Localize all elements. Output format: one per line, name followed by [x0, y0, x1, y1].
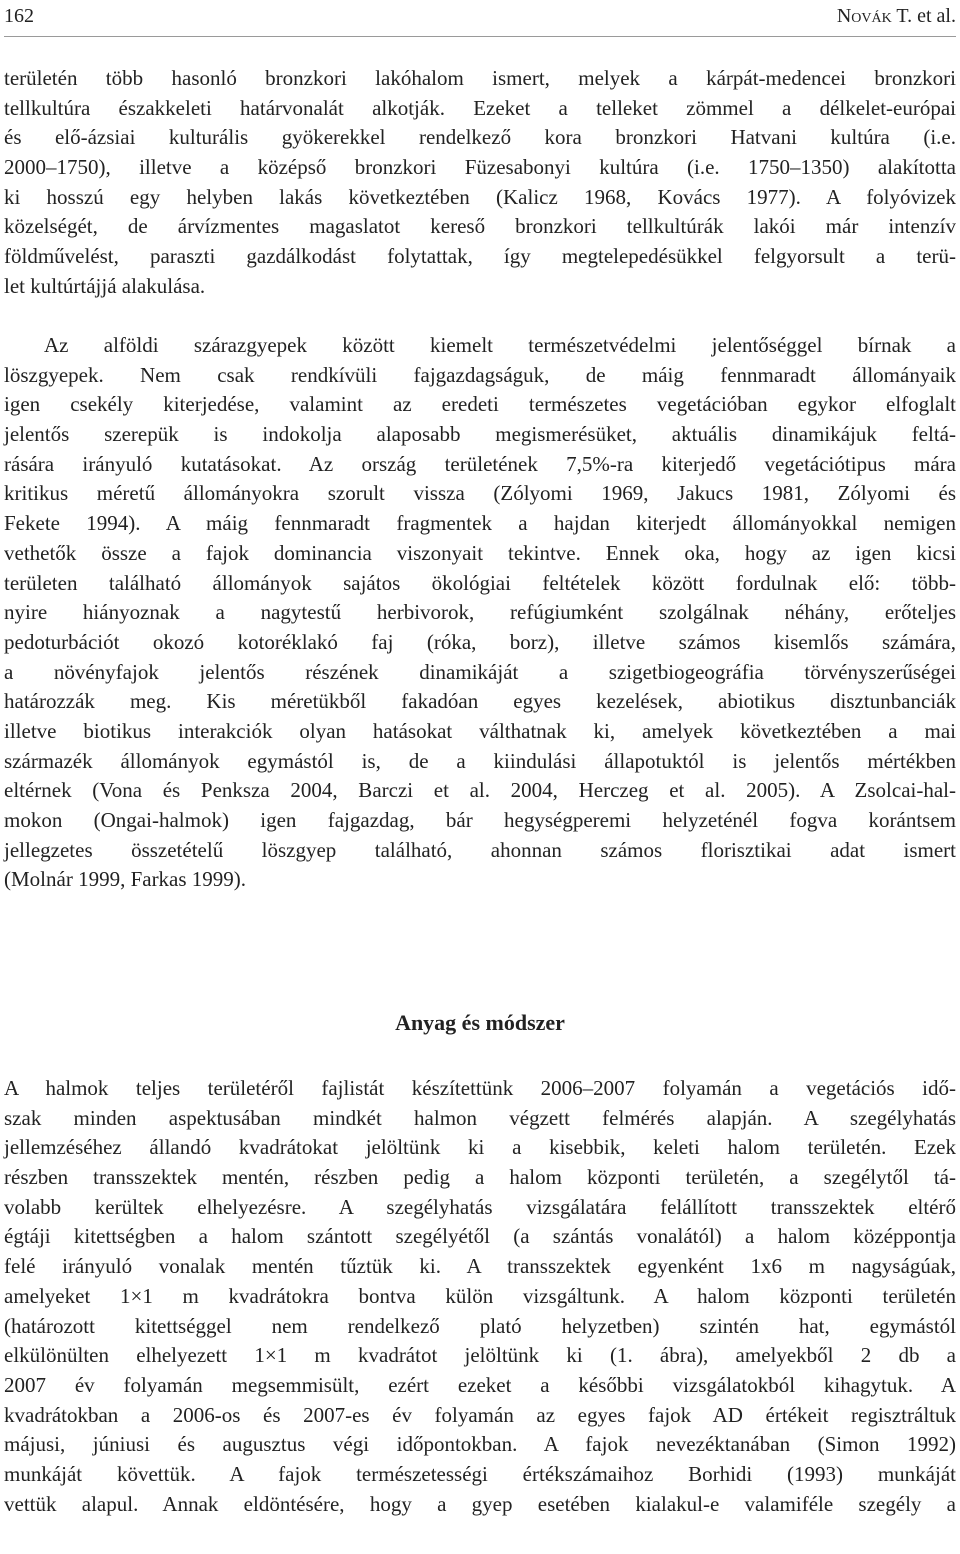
text-line: nyire hiányoznak a nagytestű herbivorok, refúgiumként szolgálnak néhány, erőteljes [4, 600, 956, 625]
text-line: pedoturbációt okozó kotoréklakó faj (róka, borz), illetve számos kisemlős számára, [4, 629, 956, 654]
text-line: és elő-ázsiai kulturális gyökerekkel rendelkező kora bronzkori Hatvani kultúra (i.e. [4, 125, 956, 150]
text-line: területen található állományok sajátos ökológiai feltételek között fordulnak elő: több- [4, 570, 956, 595]
running-header [4, 0, 956, 37]
text-line: jellegzetes összetételű löszgyep található, ahonnan számos florisztikai adat ismert [4, 837, 956, 862]
section-heading: Anyag és módszer [395, 1010, 565, 1035]
text-line: földművelést, paraszti gazdálkodást folytattak, így megtelepedésükkel felgyorsult a terü- [4, 244, 956, 269]
text-line: munkáját követtük. A fajok természetességi értékszámaihoz Borhidi (1993) munkáját [4, 1461, 956, 1486]
text-line: 2007 év folyamán megsemmisült, ezért ezeket a későbbi vizsgálatokból kihagytuk. A [4, 1372, 956, 1397]
text-line: A halmok teljes területéről fajlistát készítettünk 2006–2007 folyamán a vegetációs idő- [4, 1076, 956, 1100]
text-line: kritikus méretű állományokra szorult vissza (Zólyomi 1969, Jakucs 1981, Zólyomi és [4, 481, 956, 506]
page-number: 162 [4, 5, 34, 27]
paragraph-3 [4, 1074, 956, 1519]
text-line: származék állományok egymástól is, de a kiindulási állapotuktól is jelentős mértékben [4, 748, 956, 773]
text-line: mokon (Ongai-halmok) igen fajgazdag, bár hegységperemi helyzeténél fogva korántsem [4, 808, 956, 832]
text-line: amelyeket 1×1 m kvadrátokra bontva külön vizsgáltunk. A halom központi területén [4, 1283, 956, 1308]
text-line: Fekete 1994). A máig fennmaradt fragmentek a hajdan kiterjedt állományokkal nemigen [4, 511, 956, 536]
text-line: löszgyepek. Nem csak rendkívüli fajgazdagságuk, de máig fennmaradt állományaik [4, 362, 956, 387]
text-line: határozzák meg. Kis méretükből fakadóan egyes kezelések, abiotikus disztunbanciák [4, 689, 956, 714]
text-line: igen csekély kiterjedése, valamint az eredeti természetes vegetációban egykor elfoglalt [4, 392, 956, 417]
text-line: felé irányuló vonalak mentén tűztük ki. A transszektek egyenként 1x6 m nagyságúak, [4, 1254, 956, 1279]
text-line: illetve biotikus interakciók olyan hatásokat válthatnak ki, amelyek következtében a mai [4, 718, 956, 743]
text-line: jelentős szerepük is indokolja alaposabb megismerésüket, aktuális dinamikájuk feltá- [4, 422, 956, 447]
text-line: vethetők össze a fajok dominancia viszonyait tekintve. Ennek oka, hogy az igen kicsi [4, 540, 956, 565]
running-title [837, 5, 956, 28]
text-line: 2000–1750), illetve a középső bronzkori Füzesabonyi kultúra (i.e. 1750–1350) alakította [4, 155, 956, 180]
text-line: területén több hasonló bronzkori lakóhalom ismert, melyek a kárpát-medencei bronzkori [4, 66, 956, 90]
text-line: ki hosszú egy helyben lakás következtében (Kalicz 1968, Kovács 1977). A folyóvizek [4, 184, 956, 209]
text-line: szak minden aspektusában mindkét halmon végzett felmérés alapján. A szegélyhatás [4, 1105, 956, 1130]
text-line: kvadrátokban a 2006-os és 2007-es év folyamán az egyes fajok AD értékeit regisztráltuk [4, 1402, 956, 1427]
paragraph-2 [4, 331, 956, 895]
text-line: részben transszektek mentén, részben pedig a halom központi területén, a szegélytől tá- [4, 1165, 956, 1190]
text-line: volabb kerültek elhelyezésre. A szegélyhatás vizsgálatára felállított transszektek eltérő [4, 1194, 956, 1219]
text-line: égtáji kitettségben a halom szántott szegélyétől (a szántás vonalától) a halom középpontja [4, 1224, 956, 1249]
running-author: Novák [836, 5, 892, 27]
text-line: (Molnár 1999, Farkas 1999). [4, 867, 247, 892]
text-line: jellemzéséhez állandó kvadrátokat jelöltünk ki a kisebbik, keleti halom területén. Ezek [4, 1135, 956, 1160]
text-line: rására irányuló kutatásokat. Az ország területének 7,5%-ra kiterjedő vegetációtipus mára [4, 451, 956, 476]
running-rest: T. et al. [891, 5, 956, 27]
text-line: a növényfajok jelentős részének dinamikáját a szigetbiogeográfia törvényszerűségei [4, 659, 956, 684]
text-line: elkülönülten elhelyezett 1×1 m kvadrátot jelöltünk ki (1. ábra), amelyekből 2 db a [4, 1343, 956, 1368]
text-line: májusi, júniusi és augusztus végi időpontokban. A fajok nevezéktanában (Simon 1992) [4, 1432, 956, 1457]
text-line: tellkultúra északkeleti határvonalát alkotják. Ezeket a telleket zömmel a délkelet-európai [4, 95, 956, 120]
text-line: közelségét, de árvízmentes magaslatot kereső bronzkori tellkultúrák lakói már intenzív [4, 214, 956, 239]
text-line: (határozott kitettséggel nem rendelkező plató helyzetben) szintén hat, egymástól [4, 1313, 956, 1338]
text-line: eltérnek (Vona és Penksza 2004, Barczi et al. 2004, Herczeg et al. 2005). A Zsolcai-hal- [4, 778, 956, 803]
text-line: let kultúrtájjá alakulása. [4, 273, 206, 298]
text-line: Az alföldi szárazgyepek között kiemelt természetvédelmi jelentőséggel bírnak a [44, 333, 956, 357]
text-line: vettük alapul. Annak eldöntésére, hogy a gyep esetében kialakul-e valamiféle szegély a [4, 1491, 956, 1516]
paragraph-1 [4, 64, 956, 302]
